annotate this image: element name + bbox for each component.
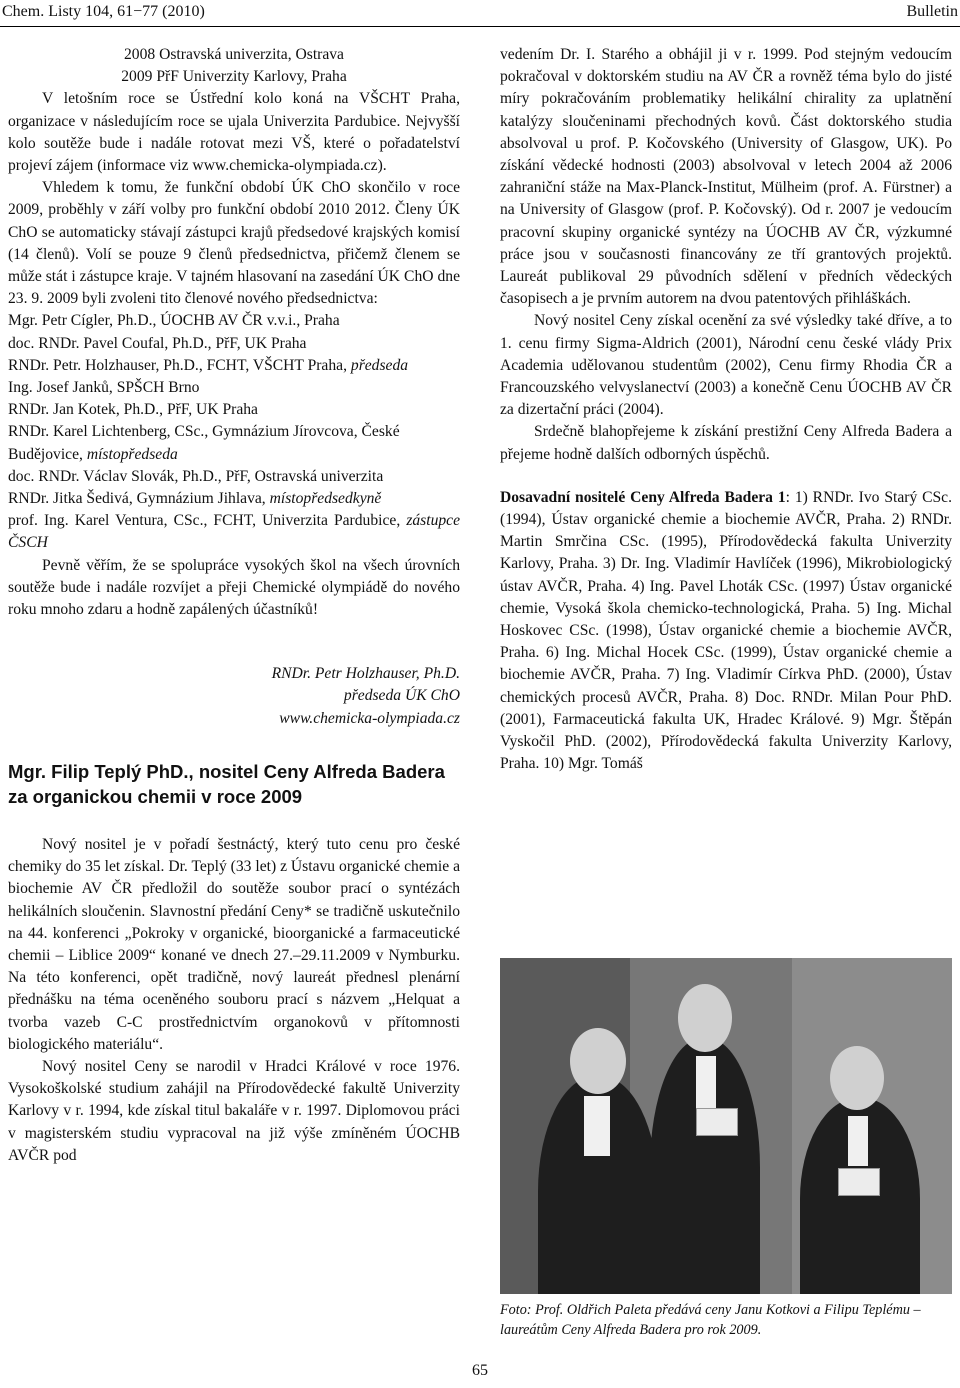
signature-web: www.chemicka-olympiada.cz: [279, 709, 460, 727]
member-role: místopředsedkyně: [269, 490, 382, 508]
left-column: [8, 44, 460, 1167]
award-paragraph: Nový nositel Ceny se narodil v Hradci Králové v roce 1976. Vysokoškolské studium zahájil na Přírodovědecké fakultě Univerzity Karlovy v r. 1994, kde získal titul bakaláře v r. 1997. Diplomovou práci v magisterském studiu vypracoval na již výše zmíněném ÚOCHB AVČR pod: [8, 1057, 460, 1164]
member-item: prof. Ing. Karel Ventura, CSc., FCHT, Univerzita Pardubice, zástupce ČSCH: [8, 512, 461, 552]
election-paragraph: Vhledem k tomu, že funkční období ÚK ChO skončilo v roce 2009, proběhly v září volby pro funkční období 2010 2012. Členy ÚK ChO se automaticky stávají zástupci krajů předsedové krajských komisí (14 členů). Volí se pouze 9 členů předsednictva, přičemž členem se může stát i zástupce kraje. V tajném hlasovaní na zasedání ÚK ChO dne 23. 9. 2009 byli zvoleni tito členové nového předsednictva:: [8, 179, 460, 308]
intro-paragraph: V letošním roce se Ústřední kolo koná na VŠCHT Praha, organizace v následujícím roce se ujala Univerzita Pardubice. Nejvyšší kolo soutěže bude i nadále rotovat mezi VŠ, které o pořadatelství projeví zájem (informace viz www.chemicka-olympiada.cz).: [8, 90, 460, 175]
member-item: RNDr. Jan Kotek, Ph.D., PřF, UK Praha: [8, 401, 258, 419]
closing-paragraph: Pevně věřím, že se spolupráce vysokých škol na všech úrovních soutěže bude i nadále rozvíjet a přeji Chemické olympiádě do nového roku mnoho zdaru a hodně zapálených účastníků!: [8, 556, 460, 619]
member-role: zástupce ČSCH: [8, 512, 461, 552]
member-item: Ing. Josef Janků, SPŠCH Brno: [8, 379, 200, 397]
member-item: RNDr. Petr. Holzhauser, Ph.D., FCHT, VŠCHT Praha, předseda: [8, 356, 409, 374]
award-certificate: [696, 1108, 738, 1136]
signature-role: předseda ÚK ChO: [343, 687, 460, 705]
member-role: předseda: [350, 356, 409, 374]
article-heading: Mgr. Filip Teplý PhD., nositel Ceny Alfreda Badera za organickou chemii v roce 2009: [8, 760, 445, 807]
signature-name: RNDr. Petr Holzhauser, Ph.D.: [271, 665, 460, 683]
award-certificate: [838, 1168, 880, 1196]
award-photo: [500, 958, 952, 1294]
previous-winners-label: Dosavadní nositelé Ceny Alfreda Badera 1: [500, 488, 786, 506]
member-role: místopředseda: [86, 445, 178, 463]
biography-paragraph: vedením Dr. I. Starého a obhájil ji v r. 1999. Pod stejným vedoucím pokračoval v doktorském studiu na AV ČR a rovněž téma bylo do jisté míry pokračováním problematiky helikální chirality za uplatnění katalýzy sloučeninami přechodných kovů. Část doktorského studia absolvoval u prof. P. Kočovského (University of Glasgow, UK). Po získání vědecké hodnosti (2003) absolvoval v letech 2004 až 2006 zahraniční stáže na Max-Planck-Institut, Mülheim (prof. A. Fürstner) a na University of Glasgow (prof. P. Kočovský). Od r. 2007 je vedoucím pracovní skupiny organické syntézy na ÚOCHB AV ČR, výzkumné práce jsou v současnosti financovány ze tří grantových projektů. Laureát publikoval 29 původních sdělení v předních vědeckých časopisech a je prvním autorem na dvou patentových přihláškách.: [500, 46, 952, 308]
intro-line: 2009 PřF Univerzity Karlovy, Praha: [121, 68, 347, 86]
member-item: doc. RNDr. Pavel Coufal, Ph.D., PřF, UK Praha: [8, 334, 307, 352]
page-number: 65: [472, 1362, 488, 1379]
member-item: RNDr. Karel Lichtenberg, CSc., Gymnázium Jírovcova, České Budějovice, místopředseda: [8, 423, 400, 463]
award-paragraph: Nový nositel je v pořadí šestnáctý, který tuto cenu pro české chemiky do 35 let získal. Dr. Teplý (33 let) z Ústavu organické chemie a biochemie AV ČR předložil do soutěže soubor prací o syntézách helikálních sloučenin. Slavnostní předání Ceny* se tradičně uskutečnilo na 44. konferenci „Pokroky v organické, bioorganické a farmaceutické chemii – Liblice 2009“ konané ve dnech 27.–29.11.2009 v Nymburku. Na této konferenci, opět tradičně, nový laureát přednesl plenární přednášku na téma oceněného souboru prací s názvem „Helquat a tvorba vazeb C-C prostřednictvím organokovů v přítomnosti biologického materiálu“.: [8, 835, 460, 1053]
previous-winners-paragraph: Dosavadní nositelé Ceny Alfreda Badera 1: 1) RNDr. Ivo Starý CSc. (1994), Ústav organické chemie a biochemie AVČR, Praha. 2) RNDr. Martin Smrčina CSc. (1995), Přírodovědecká fakulta Univerzity Karlovy, Praha. 3) Dr. Ing. Vladimír Havlíček (1996), Mikrobiologický ústav AVČR, Praha. 4) Ing. Pavel Lhoták CSc. (1997) Ústav organické chemie, Vysoká škola chemicko-technologická, Praha. 5) Ing. Michal Hoskovec CSc. (1998), Ústav organické chemie a biochemie AVČR, Praha. 6) Ing. Michal Hocek CSc. (1999), Ústav organické chemie a biochemie AVČR, Praha. 7) Ing. Vladimír Církva PhD. (2000), Ústav chemických procesů AVČR, Praha. 8) Doc. RNDr. Milan Pour PhD. (2001), Farmaceutická fakulta UK, Hradec Králové. 9) Mgr. Štěpán Vyskočil PhD. (2002), Přírodovědecká fakulta Univerzity Karlovy, Praha. 10) Mgr. Tomáš: [500, 488, 952, 773]
running-header: [0, 0, 960, 27]
section-name: Bulletin: [906, 3, 958, 20]
congratulation-paragraph: Srdečně blahopřejeme k získání prestižní Ceny Alfreda Badera a přejeme hodně dalších odborných úspěchů.: [500, 423, 952, 463]
intro-line: 2008 Ostravská univerzita, Ostrava: [124, 46, 344, 63]
member-item: Mgr. Petr Cígler, Ph.D., ÚOCHB AV ČR v.v.i., Praha: [8, 312, 340, 330]
journal-citation: Chem. Listy 104, 61−77 (2010): [2, 3, 205, 20]
member-item: RNDr. Jitka Šedivá, Gymnázium Jihlava, místopředsedkyně: [8, 490, 382, 508]
member-item: doc. RNDr. Václav Slovák, Ph.D., PřF, Ostravská univerzita: [8, 467, 384, 485]
photo-caption: Foto: Prof. Oldřich Paleta předává ceny Janu Kotkovi a Filipu Teplému – laureátům Ceny Alfreda Badera pro rok 2009.: [500, 1302, 921, 1338]
member-list: [8, 310, 460, 554]
right-column: [500, 44, 952, 776]
awards-paragraph: Nový nositel Ceny získal ocenění za své výsledky také dříve, a to 1. cenu firmy Sigma-Aldrich (2001), Národní cenu české vlády Prix Academia udělovanou studentům (2002), Cenu firmy Rhodia ČR a Francouzského velvyslanectví (2003) a konečně Cenu ÚOCHB AV ČR za dizertační práci (2004).: [500, 312, 952, 419]
